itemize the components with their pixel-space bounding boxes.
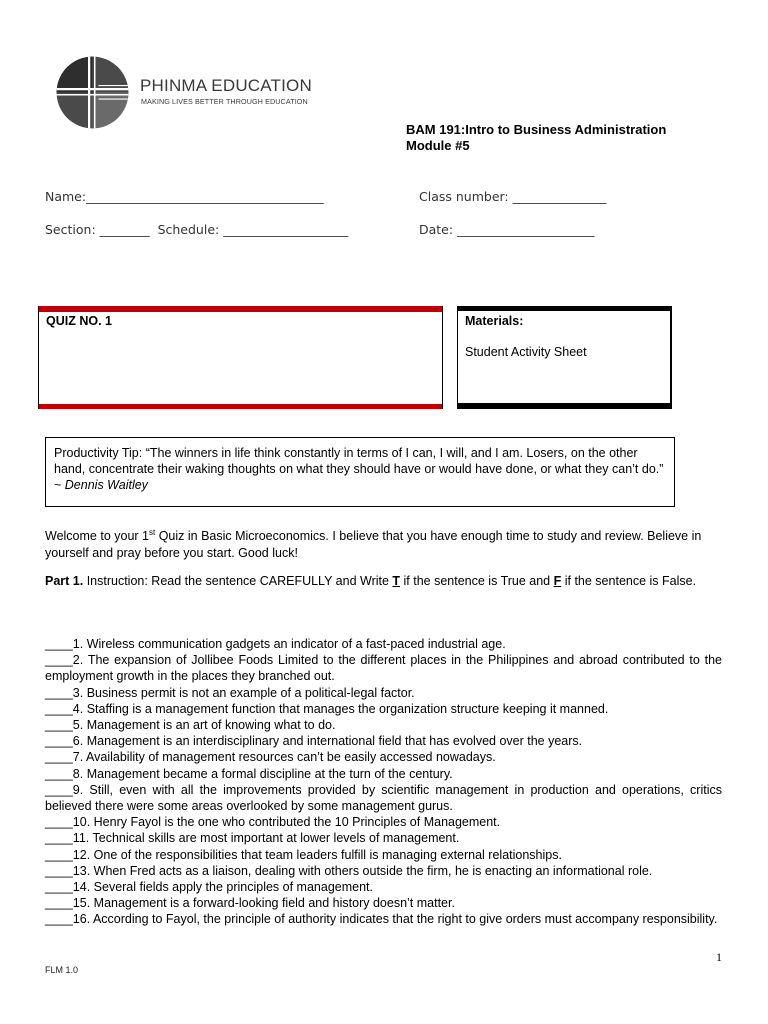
productivity-tip	[54, 445, 670, 493]
welcome-before: Welcome to your 1	[45, 529, 149, 544]
name-field[interactable]: Name:______________________________________	[45, 189, 324, 204]
welcome-after: Quiz in Basic Microeconomics. I believe that you have enough time to study and review. Believe in yourself and pray before you start. Good luck!	[45, 529, 702, 561]
class-number-field[interactable]: Class number: _______________	[419, 189, 607, 204]
materials-label: Materials:	[465, 314, 524, 328]
true-marker: T	[392, 574, 401, 588]
quiz-box-top-bar	[39, 306, 443, 312]
welcome-text	[45, 524, 725, 562]
list-item[interactable]: ____2. The expansion of Jollibee Foods Limited to the different places in the Philippines and abroad contributed to the employment growth in the places they branched out.	[45, 653, 722, 684]
page-number: 1	[716, 950, 722, 964]
list-item[interactable]: ____3. Business permit is not an example of a political-legal factor.	[45, 685, 415, 700]
logo-tagline: MAKING LIVES BETTER THROUGH EDUCATION	[141, 97, 308, 106]
part1-instruction-c: if the sentence is False.	[561, 574, 697, 588]
list-item[interactable]: ____11. Technical skills are most important at lower levels of management.	[45, 831, 460, 846]
tip-author: Dennis Waitley	[64, 478, 148, 492]
part1-label: Part 1.	[45, 574, 84, 588]
phinma-logo-icon	[55, 55, 130, 130]
list-item[interactable]: ____16. According to Fayol, the principle of authority indicates that the right to give orders must accompany responsibility.	[45, 912, 718, 927]
course-title: BAM 191:Intro to Business Administration	[406, 122, 667, 137]
quiz-label: QUIZ NO. 1	[46, 314, 112, 328]
part1-instruction	[45, 573, 725, 590]
course-heading	[406, 122, 666, 154]
materials-value: Student Activity Sheet	[465, 345, 587, 359]
materials-box-bottom-bar	[457, 403, 672, 409]
list-item[interactable]: ____6. Management is an interdisciplinary and international field that has evolved over the years.	[45, 734, 583, 749]
list-item[interactable]: ____15. Management is a forward-looking field and history doesn’t matter.	[45, 896, 455, 911]
version-label: FLM 1.0	[45, 965, 79, 975]
list-item[interactable]: ____9. Still, even with all the improvements provided by scientific management in production and operations, critics believed there were some areas overlooked by some management gurus.	[45, 782, 722, 814]
list-item[interactable]: ____5. Management is an art of knowing what to do.	[45, 718, 336, 733]
materials-box-top-bar	[457, 306, 672, 311]
module-number: Module #5	[406, 138, 470, 153]
welcome-sup: st	[148, 528, 156, 537]
list-item[interactable]: ____14. Several fields apply the principles of management.	[45, 880, 373, 895]
list-item[interactable]: ____1. Wireless communication gadgets an indicator of a fast-paced industrial age.	[45, 637, 506, 651]
section-schedule-field[interactable]: Section: ________ Schedule: ____________________	[45, 222, 349, 237]
list-item[interactable]: ____4. Staffing is a management function that manages the organization structure keeping it manned.	[45, 701, 609, 716]
part1-instruction-b: if the sentence is True and	[400, 574, 554, 588]
quiz-box-divider	[442, 306, 443, 409]
part1-instruction-a: Instruction: Read the sentence CAREFULLY and Write	[83, 574, 393, 588]
question-list	[45, 636, 722, 928]
list-item[interactable]: ____13. When Fred acts as a liaison, dealing with others outside the firm, he is enacting an informational role.	[45, 863, 653, 878]
tip-quote: Productivity Tip: “The winners in life think constantly in terms of I can, I will, and I am. Losers, on the other hand, concentrate their waking thoughts on what they should have or would have done, or what they can’t do.” ~	[54, 446, 664, 492]
quiz-box-bottom-bar	[39, 404, 443, 409]
date-field[interactable]: Date: ______________________	[419, 222, 595, 237]
list-item[interactable]: ____8. Management became a formal discipline at the turn of the century.	[45, 766, 453, 781]
list-item[interactable]: ____7. Availability of management resources can’t be easily accessed nowadays.	[45, 750, 496, 765]
false-marker: F	[553, 574, 562, 588]
logo-title: PHINMA EDUCATION	[140, 76, 312, 95]
list-item[interactable]: ____10. Henry Fayol is the one who contributed the 10 Principles of Management.	[45, 815, 501, 830]
list-item[interactable]: ____12. One of the responsibilities that team leaders fulfill is managing external relationships.	[45, 847, 562, 862]
